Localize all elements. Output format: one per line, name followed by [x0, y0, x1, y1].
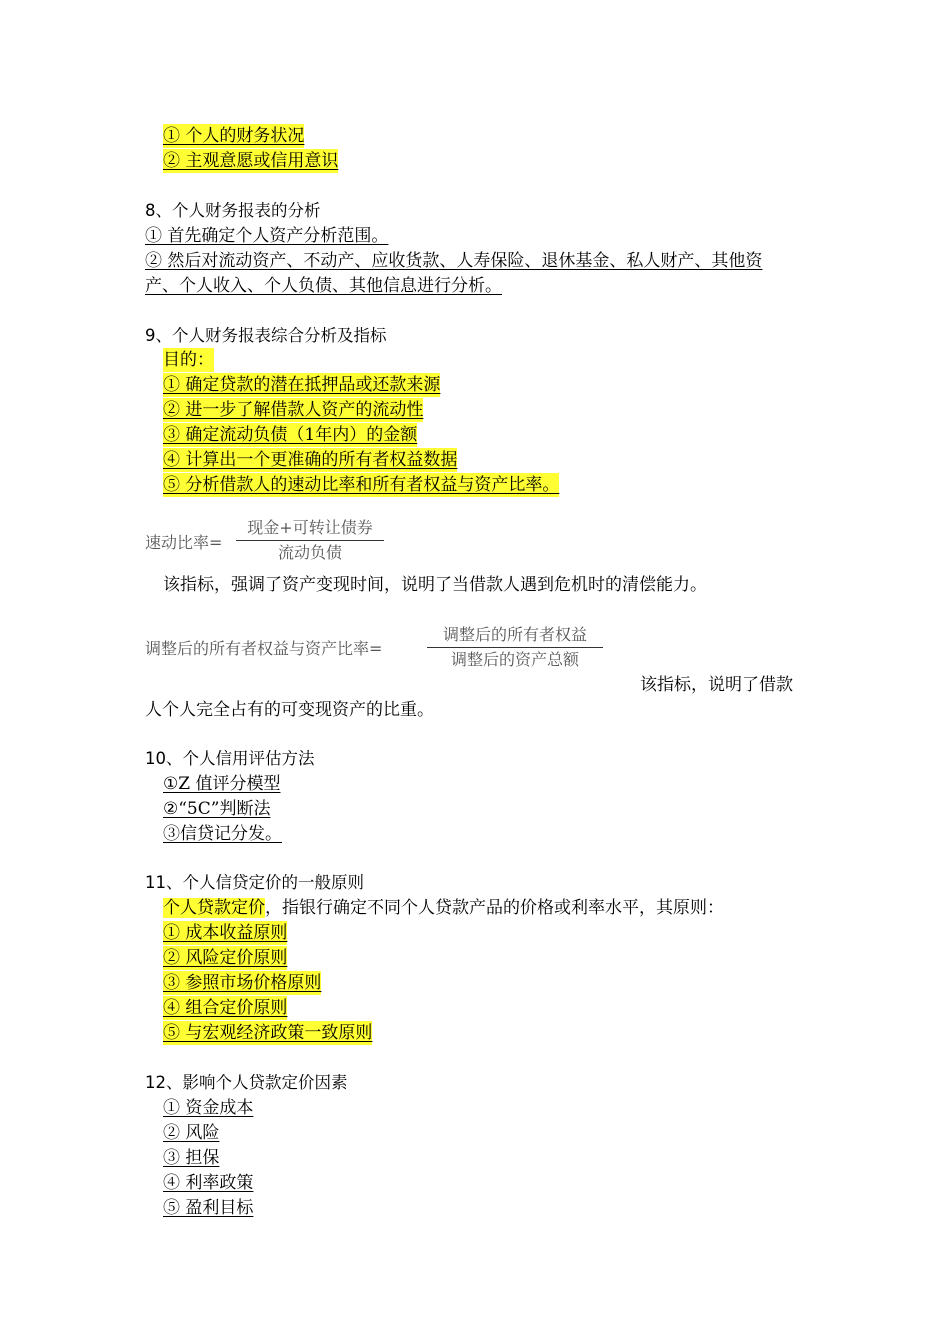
formula-2-fraction: [427, 623, 603, 672]
section-11-intro-text: ，指银行确定不同个人贷款产品的价格或利率水平，其原则：: [265, 898, 724, 918]
section-9-title: 9、个人财务报表综合分析及指标: [145, 326, 387, 345]
section-11-item-3: ③ 参照市场价格原则: [163, 973, 322, 993]
section-9-item-1: ① 确定贷款的潜在抵押品或还款来源: [163, 375, 441, 395]
section-8-line-2a: ② 然后对流动资产、不动产、应收货款、人寿保险、退休基金、私人财产、其他资: [145, 251, 763, 271]
section-12-item-3: ③ 担保: [163, 1148, 220, 1168]
formula-2-denominator: 调整后的资产总额: [450, 650, 579, 669]
top-item-1: ① 个人的财务状况: [163, 126, 305, 146]
section-12-item-1: ① 资金成本: [163, 1098, 254, 1118]
section-11-item-5: ⑤ 与宏观经济政策一致原则: [163, 1023, 373, 1043]
section-9-purpose: 目的：: [163, 350, 214, 370]
section-11-intro: [163, 896, 724, 920]
section-9-item-2: ② 进一步了解借款人资产的流动性: [163, 400, 424, 420]
section-10-item-3: ③信贷记分发。: [163, 824, 282, 844]
section-11-intro-term: 个人贷款定价: [163, 898, 265, 918]
section-8-line-2b: 产、个人收入、个人负债、其他信息进行分析。: [145, 276, 502, 296]
section-12-item-4: ④ 利率政策: [163, 1173, 254, 1193]
note-2b: 人个人完全占有的可变现资产的比重。: [145, 700, 434, 720]
section-10-item-1: ①Z 值评分模型: [163, 774, 281, 794]
formula-1-numerator: 现金+可转让债券: [247, 518, 373, 537]
formula-2-numerator: 调整后的所有者权益: [442, 625, 587, 644]
section-11-item-1: ① 成本收益原则: [163, 923, 288, 943]
section-11-title: 11、个人信贷定价的一般原则: [145, 873, 364, 892]
note-1: 该指标，强调了资产变现时间，说明了当借款人遇到危机时的清偿能力。: [163, 575, 707, 595]
formula-1-denominator: 流动负债: [277, 543, 342, 562]
section-12-item-5: ⑤ 盈利目标: [163, 1198, 254, 1218]
note-2a: 该指标，说明了借款: [640, 675, 793, 695]
section-9-item-3: ③ 确定流动负债（1年内）的金额: [163, 425, 418, 445]
section-10-title: 10、个人信用评估方法: [145, 749, 315, 768]
top-item-2: ② 主观意愿或信用意识: [163, 151, 339, 171]
section-10-item-2: ②“5C”判断法: [163, 799, 271, 819]
section-11-item-2: ② 风险定价原则: [163, 948, 288, 968]
section-9-item-5: ⑤ 分析借款人的速动比率和所有者权益与资产比率。: [163, 475, 560, 495]
section-9-item-4: ④ 计算出一个更准确的所有者权益数据: [163, 450, 458, 470]
formula-2-lhs: 调整后的所有者权益与资产比率=: [145, 639, 383, 658]
section-8-title: 8、个人财务报表的分析: [145, 201, 321, 220]
section-12-item-2: ② 风险: [163, 1123, 220, 1143]
section-8-line-1: ① 首先确定个人资产分析范围。: [145, 226, 389, 246]
section-11-item-4: ④ 组合定价原则: [163, 998, 288, 1018]
formula-1-fraction: [236, 516, 384, 565]
formula-1-lhs: 速动比率=: [145, 533, 223, 552]
section-12-title: 12、影响个人贷款定价因素: [145, 1073, 348, 1092]
